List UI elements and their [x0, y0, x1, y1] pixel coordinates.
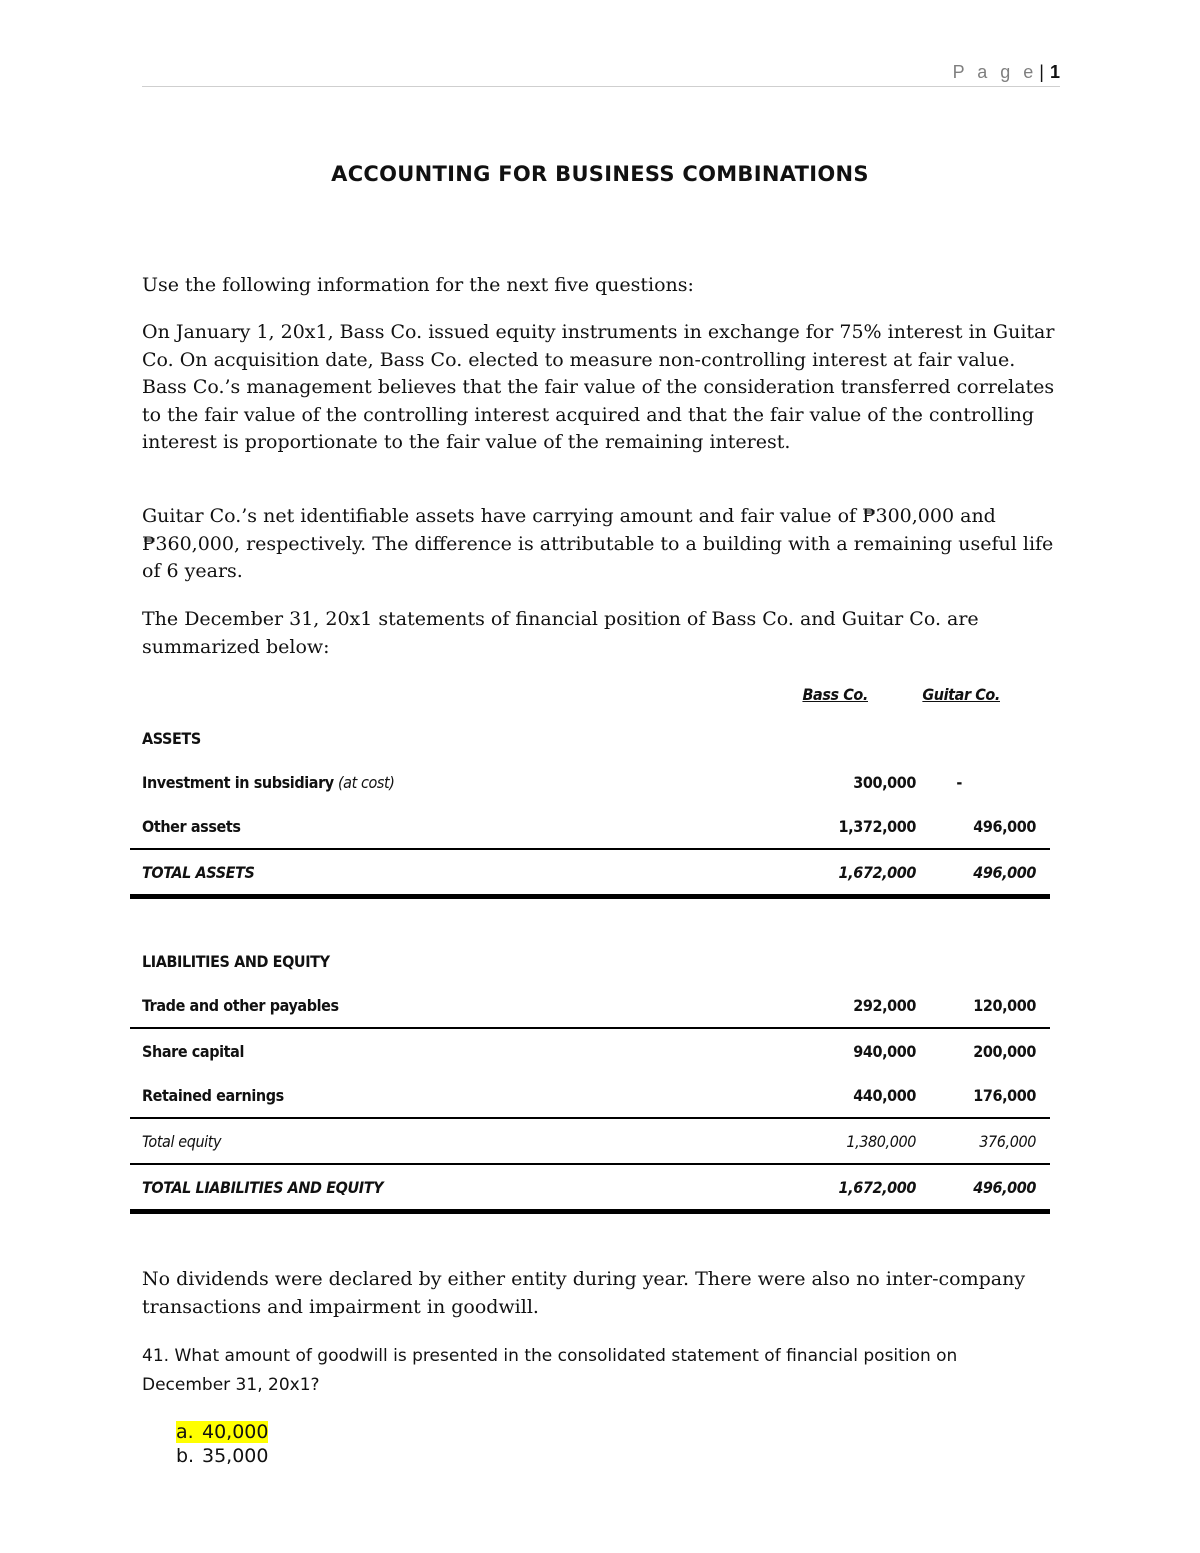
- investment-note: (at cost): [337, 772, 395, 792]
- table-row: [130, 716, 1050, 760]
- scenario-paragraph: On January 1, 20x1, Bass Co. issued equity instruments in exchange for 75% interest in Guitar Co. On acquisition date, Bass Co. elected to measure non-controlling interest at fair value. Bass Co.’s management believes that the fair value of the consideration transferred correlates to the fair value of the controlling interest acquired and that the fair value of the controlling interest is proportionate to the fair value of the remaining interest.: [142, 321, 1055, 453]
- investment-guitar: -: [956, 772, 962, 792]
- table-row: [130, 1028, 1050, 1073]
- table-row: [130, 1164, 1050, 1212]
- net-assets-paragraph: Guitar Co.’s net identifiable assets have carrying amount and fair value of ₱300,000 and ₱360,000, respectively. The difference is attributable to a building with a remaining useful life of 6 years.: [142, 505, 1054, 582]
- share-capital-guitar: 200,000: [916, 1028, 1050, 1073]
- assets-heading: ASSETS: [142, 728, 201, 748]
- total-assets-bass: 1,672,000: [702, 849, 916, 897]
- page-label: P a g e: [952, 62, 1038, 82]
- choice-b[interactable]: [176, 1444, 268, 1468]
- answer-choices: [176, 1420, 268, 1468]
- payables-bass: 292,000: [853, 995, 916, 1015]
- retained-earnings-label: Retained earnings: [142, 1085, 284, 1105]
- total-equity-bass: 1,380,000: [702, 1118, 916, 1164]
- choice-b-letter: b.: [176, 1445, 195, 1467]
- share-capital-bass: 940,000: [702, 1028, 916, 1073]
- total-assets-label: TOTAL ASSETS: [130, 849, 702, 897]
- retained-earnings-bass: 440,000: [853, 1085, 916, 1105]
- dividends-paragraph: No dividends were declared by either entity during year. There were also no inter-company transactions and impairment in goodwill.: [142, 1268, 1026, 1318]
- choice-b-value: 35,000: [202, 1445, 269, 1467]
- table-row: [130, 939, 1050, 983]
- question-41: 41. What amount of goodwill is presented in the consolidated statement of financial position on December 31, 20x1?: [142, 1346, 958, 1395]
- column-header-guitar: Guitar Co.: [922, 684, 1000, 704]
- total-liabilities-equity-bass: 1,672,000: [702, 1164, 916, 1212]
- total-liabilities-equity-label: TOTAL LIABILITIES AND EQUITY: [130, 1164, 702, 1212]
- other-assets-label: Other assets: [142, 816, 241, 836]
- choice-a[interactable]: [176, 1420, 268, 1444]
- share-capital-label: Share capital: [130, 1028, 702, 1073]
- total-equity-label: Total equity: [130, 1118, 702, 1164]
- other-assets-guitar: 496,000: [973, 816, 1036, 836]
- investment-bass: 300,000: [853, 772, 916, 792]
- intro-paragraph: Use the following information for the next five questions:: [142, 274, 694, 296]
- total-liabilities-equity-guitar: 496,000: [916, 1164, 1050, 1212]
- page-number: 1: [1049, 62, 1060, 82]
- table-row: [130, 983, 1050, 1028]
- total-assets-guitar: 496,000: [916, 849, 1050, 897]
- total-equity-guitar: 376,000: [916, 1118, 1050, 1164]
- retained-earnings-guitar: 176,000: [973, 1085, 1036, 1105]
- choice-a-letter: a.: [176, 1421, 194, 1443]
- payables-label: Trade and other payables: [142, 995, 339, 1015]
- table-row: [130, 804, 1050, 849]
- payables-guitar: 120,000: [973, 995, 1036, 1015]
- choice-a-value: 40,000: [202, 1421, 269, 1443]
- page-header: [142, 58, 1060, 87]
- table-row: [130, 1118, 1050, 1164]
- other-assets-bass: 1,372,000: [838, 816, 916, 836]
- investment-label: Investment in subsidiary: [142, 772, 334, 792]
- table-row: [130, 849, 1050, 897]
- column-header-bass: Bass Co.: [802, 684, 868, 704]
- liabilities-heading: LIABILITIES AND EQUITY: [142, 951, 330, 971]
- table-header-row: [130, 672, 1050, 716]
- page-separator: |: [1039, 62, 1044, 82]
- table-row: [130, 760, 1050, 804]
- financial-position-table: [130, 672, 1050, 1214]
- table-row: [130, 1073, 1050, 1118]
- statements-intro-paragraph: The December 31, 20x1 statements of financial position of Bass Co. and Guitar Co. are summarized below:: [142, 608, 979, 658]
- document-title: ACCOUNTING FOR BUSINESS COMBINATIONS: [331, 162, 869, 186]
